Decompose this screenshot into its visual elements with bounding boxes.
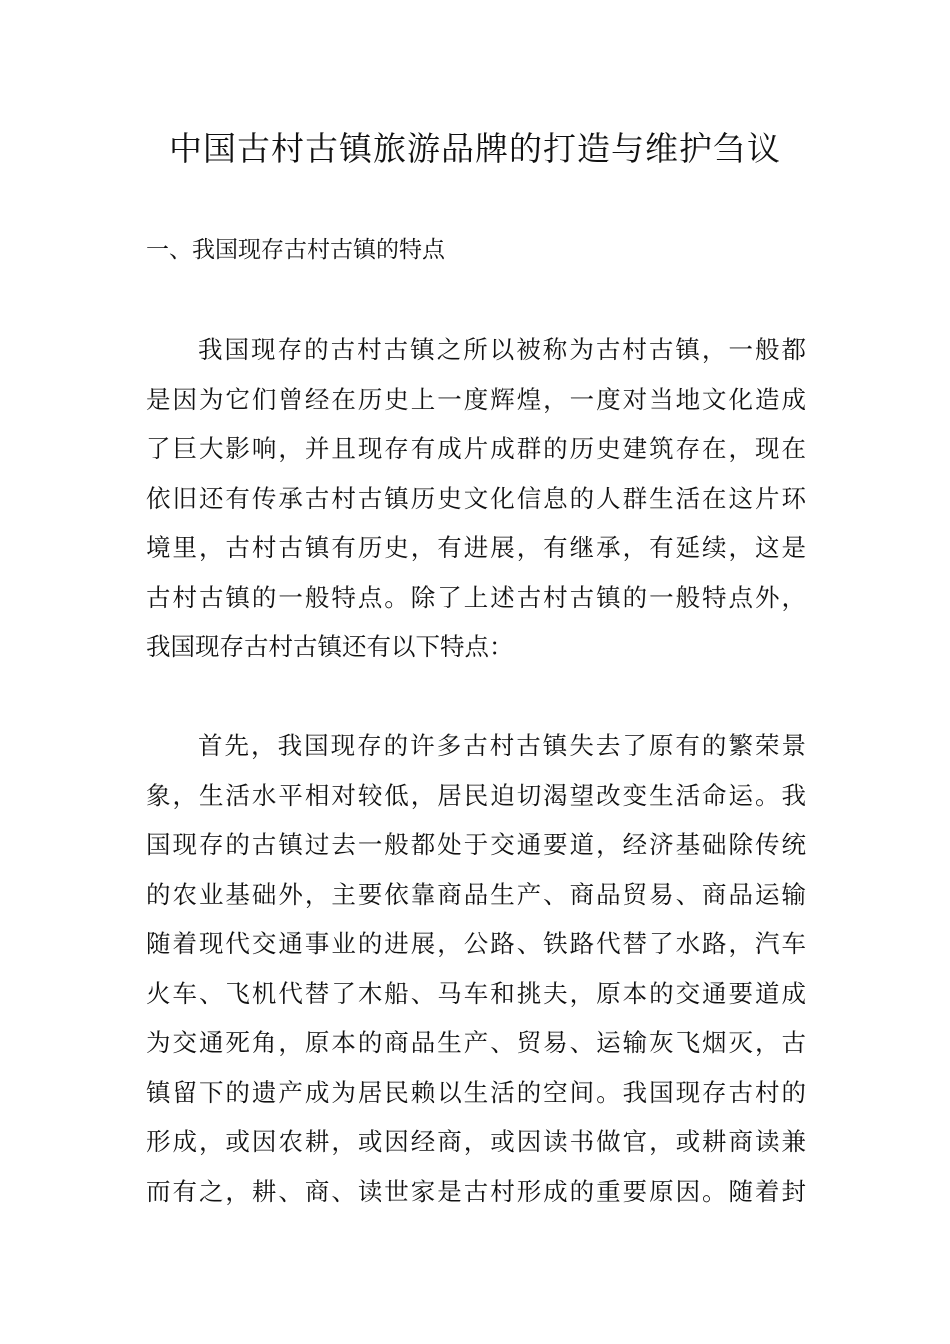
paragraph-line: 我国现存的古村古镇之所以被称为古村古镇，一般都 bbox=[198, 335, 806, 364]
paragraph-line: 镇留下的遗产成为居民赖以生活的空间。我国现存古村的 bbox=[146, 1077, 806, 1107]
paragraph-line: 国现存的古镇过去一般都处于交通要道，经济基础除传统 bbox=[146, 830, 806, 859]
paragraph-2 bbox=[146, 721, 806, 1216]
paragraph-line: 了巨大影响，并且现存有成片成群的历史建筑存在，现在 bbox=[146, 434, 806, 463]
paragraph-line: 我国现存古村古镇还有以下特点： bbox=[146, 632, 514, 661]
paragraph-line: 的农业基础外，主要依靠商品生产、商品贸易、商品运输 bbox=[146, 879, 806, 909]
paragraph-1 bbox=[146, 325, 806, 672]
paragraph-line: 而有之，耕、商、读世家是古村形成的重要原因。随着封 bbox=[146, 1176, 806, 1206]
paragraph-line: 依旧还有传承古村古镇历史文化信息的人群生活在这片环 bbox=[146, 483, 806, 513]
section-heading: 一、我国现存古村古镇的特点 bbox=[146, 237, 445, 263]
paragraph-line: 随着现代交通事业的进展，公路、铁路代替了水路，汽车 bbox=[146, 929, 806, 958]
paragraph-line: 首先，我国现存的许多古村古镇失去了原有的繁荣景 bbox=[198, 731, 806, 760]
paragraph-line: 是因为它们曾经在历史上一度辉煌，一度对当地文化造成 bbox=[146, 384, 806, 414]
paragraph-line: 形成，或因农耕，或因经商，或因读书做官，或耕商读兼 bbox=[146, 1127, 806, 1156]
paragraph-line: 境里，古村古镇有历史，有进展，有继承，有延续，这是 bbox=[146, 533, 806, 562]
document-title: 中国古村古镇旅游品牌的打造与维护刍议 bbox=[169, 129, 781, 168]
paragraph-line: 古村古镇的一般特点。除了上述古村古镇的一般特点外， bbox=[146, 582, 806, 612]
paragraph-line: 象，生活水平相对较低，居民迫切渴望改变生活命运。我 bbox=[146, 780, 806, 810]
paragraph-line: 火车、飞机代替了木船、马车和挑夫，原本的交通要道成 bbox=[146, 978, 806, 1008]
paragraph-line: 为交通死角，原本的商品生产、贸易、运输灰飞烟灭，古 bbox=[146, 1028, 806, 1057]
